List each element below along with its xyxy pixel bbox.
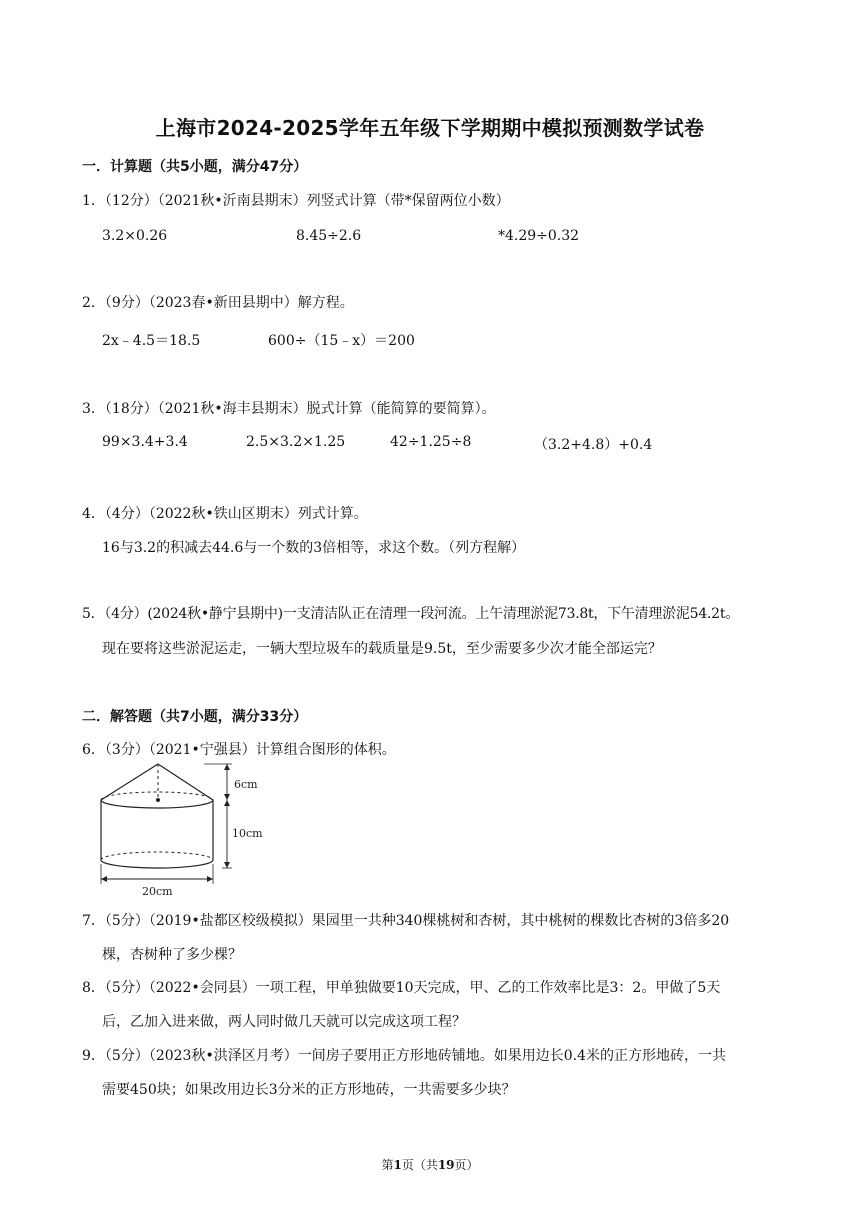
page-footer xyxy=(0,1156,860,1173)
question-4-stem: 4．（4分）（2022秋•铁山区期末）列式计算。 xyxy=(82,506,368,522)
diameter-label: 20cm xyxy=(142,885,173,896)
question-6-stem: 6．（3分）（2021•宁强县）计算组合图形的体积。 xyxy=(82,742,396,758)
section-heading-calculation: 一．计算题（共5小题，满分47分） xyxy=(82,159,308,175)
question-3-item: 42÷1.25÷8 xyxy=(390,434,472,450)
section-heading-answers: 二．解答题（共7小题，满分33分） xyxy=(82,709,308,725)
total-page-count: 19 xyxy=(437,1158,455,1172)
question-3-item: 99×3.4+3.4 xyxy=(102,434,188,450)
question-1-item: *4.29÷0.32 xyxy=(498,228,580,244)
footer-suffix: 页） xyxy=(454,1158,479,1172)
question-3-item: （3.2+4.8）+0.4 xyxy=(534,437,653,453)
question-7-line-2: 棵，杏树种了多少棵？ xyxy=(102,947,242,963)
current-page-number: 1 xyxy=(393,1158,402,1172)
question-3-item: 2.5×3.2×1.25 xyxy=(246,434,346,450)
question-4-body: 16与3.2的积减去44.6与一个数的3倍相等，求这个数。（列方程解） xyxy=(102,540,526,556)
question-8-line-1: 8．（5分）（2022•会同县）一项工程，甲单独做要10天完成，甲、乙的工作效率比是3：2。甲做了5天 xyxy=(82,980,721,996)
question-1-item: 8.45÷2.6 xyxy=(296,228,362,244)
footer-prefix: 第 xyxy=(381,1158,394,1172)
question-2-item: 2x﹣4.5＝18.5 xyxy=(102,333,201,349)
question-8-line-2: 后，乙加入进来做，两人同时做几天就可以完成这项工程？ xyxy=(102,1014,466,1030)
question-2-stem: 2．（9分）（2023春•新田县期中）解方程。 xyxy=(82,295,354,311)
cone-height-label: 6cm xyxy=(234,778,258,791)
question-5-line-1: 5．（4分）(2024秋•静宁县期中)一支清洁队正在清理一段河流。上午清理淤泥73.8t，下午清理淤泥54.2t。 xyxy=(82,606,739,622)
question-1-stem: 1．（12分）（2021秋•沂南县期末）列竖式计算（带*保留两位小数） xyxy=(82,193,510,209)
question-3-stem: 3．（18分）（2021秋•海丰县期末）脱式计算（能简算的要简算）。 xyxy=(82,401,496,417)
question-2-item: 600÷（15﹣x）＝200 xyxy=(268,333,415,349)
question-7-line-1: 7．（5分）（2019•盐都区校级模拟）果园里一共种340棵桃树和杏树，其中桃树的棵数比杏树的3倍多20 xyxy=(82,913,730,929)
footer-mid: 页（共 xyxy=(401,1158,438,1172)
question-5-line-2: 现在要将这些淤泥运走，一辆大型垃圾车的载质量是9.5t，至少需要多少次才能全部运完？ xyxy=(102,641,662,657)
cylinder-height-label: 10cm xyxy=(232,827,263,840)
question-9-line-2: 需要450块；如果改用边长3分米的正方形地砖，一共需要多少块？ xyxy=(102,1082,516,1098)
question-1-item: 3.2×0.26 xyxy=(102,228,168,244)
question-9-line-1: 9．（5分）（2023秋•洪泽区月考）一间房子要用正方形地砖铺地。如果用边长0.4米的正方形地砖，一共 xyxy=(82,1048,726,1064)
page-title: 上海市2024-2025学年五年级下学期期中模拟预测数学试卷 xyxy=(155,116,705,140)
cone-cylinder-diagram xyxy=(96,762,266,896)
